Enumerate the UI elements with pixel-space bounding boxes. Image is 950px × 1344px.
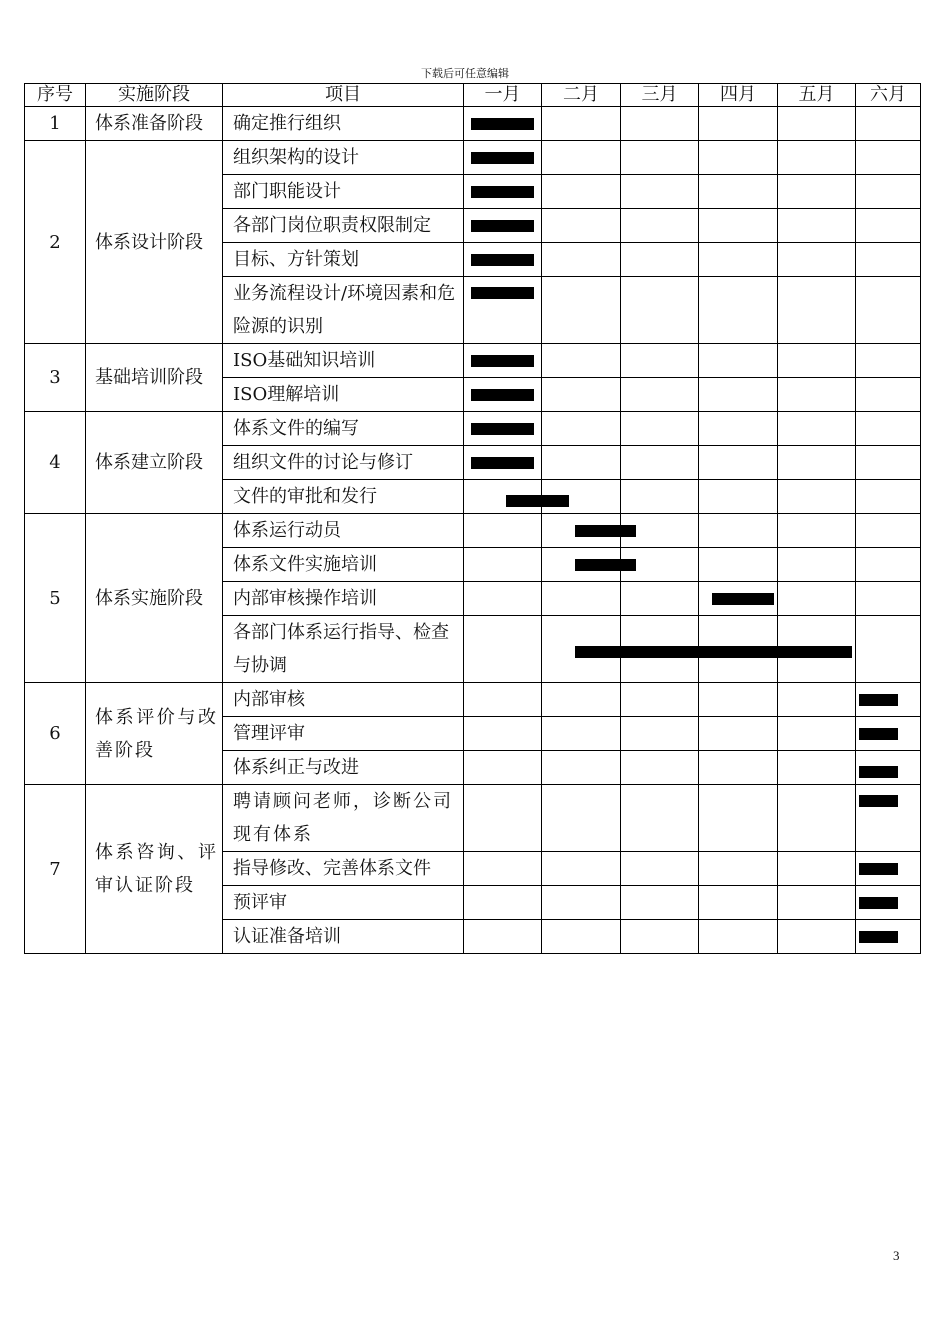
month-cell	[699, 175, 778, 209]
stage-name-text: 体系实施阶段	[95, 587, 203, 609]
item-cell	[223, 243, 464, 277]
month-cell	[621, 412, 699, 446]
month-cell	[778, 683, 856, 717]
gantt-bar	[859, 728, 898, 740]
item-label: 体系运行动员	[233, 520, 341, 541]
stage-name	[86, 785, 223, 954]
month-cell	[464, 616, 542, 683]
month-cell	[621, 920, 699, 954]
month-cell	[856, 277, 921, 344]
item-cell	[223, 616, 464, 683]
month-cell	[621, 107, 699, 141]
item-label: 确定推行组织	[233, 113, 341, 134]
gantt-bar	[471, 457, 533, 469]
month-cell	[778, 548, 856, 582]
gantt-bar	[859, 863, 898, 875]
item-label: 目标、方针策划	[233, 249, 359, 270]
month-cell	[699, 852, 778, 886]
month-cell	[856, 107, 921, 141]
month-cell	[621, 141, 699, 175]
month-cell	[464, 920, 542, 954]
month-cell	[778, 243, 856, 277]
stage-name-text: 体系建立阶段	[95, 452, 203, 473]
gantt-bar	[471, 389, 533, 401]
stage-seq: 4	[25, 412, 86, 514]
month-cell	[542, 412, 621, 446]
month-cell	[778, 582, 856, 616]
item-cell	[223, 582, 464, 616]
month-cell	[542, 175, 621, 209]
table-row	[25, 514, 921, 548]
month-cell	[856, 616, 921, 683]
month-cell	[699, 141, 778, 175]
item-label: 聘请顾问老师，诊断公司现有体系	[233, 791, 453, 845]
gantt-bar	[712, 593, 774, 605]
month-cell	[464, 514, 542, 548]
stage-seq: 5	[25, 514, 86, 683]
item-label: ISO理解培训	[233, 384, 340, 405]
item-cell	[223, 920, 464, 954]
stage-name	[86, 141, 223, 344]
month-cell	[699, 683, 778, 717]
gantt-bar	[506, 495, 569, 507]
month-cell	[699, 548, 778, 582]
month-cell	[621, 175, 699, 209]
month-cell	[542, 886, 621, 920]
month-cell	[464, 582, 542, 616]
month-cell	[699, 107, 778, 141]
month-cell	[778, 852, 856, 886]
gantt-bar	[575, 525, 636, 537]
item-label: 各部门岗位职责权限制定	[233, 215, 431, 236]
month-cell	[542, 209, 621, 243]
month-cell	[621, 582, 699, 616]
month-cell	[542, 683, 621, 717]
stage-name	[86, 683, 223, 785]
month-cell	[621, 683, 699, 717]
month-cell	[778, 412, 856, 446]
gantt-bar	[859, 766, 898, 778]
item-label: 各部门体系运行指导、检查与协调	[233, 622, 449, 676]
month-cell	[542, 277, 621, 344]
header-month-6: 六月	[856, 84, 921, 107]
gantt-bar	[471, 254, 533, 266]
month-cell	[856, 446, 921, 480]
month-cell	[621, 717, 699, 751]
item-cell	[223, 514, 464, 548]
month-cell	[856, 548, 921, 582]
month-cell	[778, 751, 856, 785]
month-cell	[621, 277, 699, 344]
header-month-2: 二月	[542, 84, 621, 107]
month-cell	[856, 243, 921, 277]
month-cell	[621, 785, 699, 852]
month-cell	[778, 920, 856, 954]
stage-name-text: 体系咨询、评审认证阶段	[95, 842, 218, 896]
month-cell	[856, 514, 921, 548]
stage-name	[86, 107, 223, 141]
header-stage: 实施阶段	[86, 84, 223, 107]
gantt-bar	[471, 118, 533, 130]
item-cell	[223, 175, 464, 209]
month-cell	[699, 243, 778, 277]
item-cell	[223, 344, 464, 378]
item-cell	[223, 480, 464, 514]
item-label: 认证准备培训	[233, 926, 341, 947]
gantt-bar	[471, 423, 533, 435]
item-cell	[223, 683, 464, 717]
month-cell	[621, 344, 699, 378]
item-cell	[223, 277, 464, 344]
month-cell	[621, 852, 699, 886]
month-cell	[699, 785, 778, 852]
item-label: 文件的审批和发行	[233, 486, 377, 507]
item-label: 体系文件实施培训	[233, 554, 377, 575]
month-cell	[856, 175, 921, 209]
month-cell	[778, 209, 856, 243]
item-label: 管理评审	[233, 723, 305, 744]
item-label: 内部审核	[233, 689, 305, 710]
gantt-bar	[471, 287, 533, 299]
stage-name	[86, 412, 223, 514]
stage-seq: 1	[25, 107, 86, 141]
stage-name-text: 体系准备阶段	[95, 113, 203, 134]
item-label: 指导修改、完善体系文件	[233, 858, 431, 879]
month-cell	[778, 277, 856, 344]
month-cell	[464, 852, 542, 886]
month-cell	[778, 886, 856, 920]
item-cell	[223, 209, 464, 243]
page-number: 3	[893, 1248, 900, 1263]
month-cell	[699, 480, 778, 514]
month-cell	[856, 141, 921, 175]
month-cell	[699, 886, 778, 920]
item-cell	[223, 852, 464, 886]
month-cell	[464, 751, 542, 785]
month-cell	[464, 683, 542, 717]
month-cell	[621, 886, 699, 920]
item-cell	[223, 785, 464, 852]
month-cell	[621, 446, 699, 480]
month-cell	[464, 548, 542, 582]
month-cell	[856, 209, 921, 243]
item-cell	[223, 141, 464, 175]
month-cell	[621, 209, 699, 243]
item-cell	[223, 107, 464, 141]
item-label: 部门职能设计	[233, 181, 341, 202]
month-cell	[542, 920, 621, 954]
header-month-5: 五月	[778, 84, 856, 107]
stage-name	[86, 344, 223, 412]
stage-seq: 2	[25, 141, 86, 344]
item-label: 预评审	[233, 892, 287, 913]
month-cell	[621, 378, 699, 412]
gantt-bar	[471, 152, 533, 164]
month-cell	[778, 717, 856, 751]
month-cell	[778, 480, 856, 514]
gantt-bar	[471, 355, 533, 367]
stage-name-text: 基础培训阶段	[95, 367, 203, 388]
item-label: 组织文件的讨论与修订	[233, 452, 413, 473]
item-label: 业务流程设计/环境因素和危险源的识别	[233, 283, 456, 337]
month-cell	[778, 378, 856, 412]
month-cell	[856, 582, 921, 616]
month-cell	[464, 717, 542, 751]
gantt-bar	[859, 897, 898, 909]
item-label: 体系纠正与改进	[233, 757, 359, 778]
item-cell	[223, 717, 464, 751]
month-cell	[464, 886, 542, 920]
month-cell	[464, 785, 542, 852]
header-note: 下载后可任意编辑	[421, 67, 509, 80]
month-cell	[699, 277, 778, 344]
month-cell	[621, 243, 699, 277]
month-cell	[699, 344, 778, 378]
gantt-bar	[575, 559, 636, 571]
table-row	[25, 785, 921, 852]
item-cell	[223, 378, 464, 412]
gantt-bar	[859, 795, 898, 807]
month-cell	[542, 717, 621, 751]
month-cell	[699, 514, 778, 548]
month-cell	[621, 751, 699, 785]
month-cell	[778, 107, 856, 141]
item-label: ISO基础知识培训	[233, 350, 376, 371]
month-cell	[542, 344, 621, 378]
month-cell	[542, 141, 621, 175]
month-cell	[542, 751, 621, 785]
stage-seq: 7	[25, 785, 86, 954]
implementation-plan-table	[24, 83, 921, 954]
gantt-bar	[859, 694, 898, 706]
header-month-1: 一月	[464, 84, 542, 107]
month-cell	[699, 751, 778, 785]
header-month-4: 四月	[699, 84, 778, 107]
month-cell	[856, 344, 921, 378]
month-cell	[542, 582, 621, 616]
gantt-bar	[471, 220, 533, 232]
month-cell	[778, 785, 856, 852]
month-cell	[699, 717, 778, 751]
month-cell	[778, 446, 856, 480]
month-cell	[699, 446, 778, 480]
header-seq: 序号	[25, 84, 86, 107]
item-cell	[223, 886, 464, 920]
item-label: 组织架构的设计	[233, 147, 359, 168]
month-cell	[856, 378, 921, 412]
header-month-3: 三月	[621, 84, 699, 107]
item-cell	[223, 751, 464, 785]
month-cell	[542, 852, 621, 886]
month-cell	[542, 785, 621, 852]
gantt-bar	[859, 931, 898, 943]
stage-name-text: 体系设计阶段	[95, 231, 203, 253]
stage-name	[86, 514, 223, 683]
item-cell	[223, 446, 464, 480]
table-row	[25, 683, 921, 717]
item-cell	[223, 412, 464, 446]
month-cell	[778, 344, 856, 378]
month-cell	[699, 378, 778, 412]
month-cell	[621, 480, 699, 514]
month-cell	[699, 209, 778, 243]
month-cell	[542, 107, 621, 141]
stage-name-text: 体系评价与改善阶段	[95, 706, 218, 761]
month-cell	[778, 141, 856, 175]
gantt-bar	[471, 186, 533, 198]
month-cell	[856, 480, 921, 514]
month-cell	[542, 378, 621, 412]
item-label: 内部审核操作培训	[233, 588, 377, 609]
month-cell	[699, 920, 778, 954]
stage-seq: 3	[25, 344, 86, 412]
month-cell	[542, 446, 621, 480]
month-cell	[542, 243, 621, 277]
item-cell	[223, 548, 464, 582]
gantt-bar	[575, 646, 852, 658]
stage-seq: 6	[25, 683, 86, 785]
month-cell	[778, 175, 856, 209]
header-item: 项目	[223, 84, 464, 107]
month-cell	[856, 412, 921, 446]
table-header-row	[25, 84, 921, 107]
month-cell	[699, 412, 778, 446]
month-cell	[778, 514, 856, 548]
item-label: 体系文件的编写	[233, 418, 359, 439]
